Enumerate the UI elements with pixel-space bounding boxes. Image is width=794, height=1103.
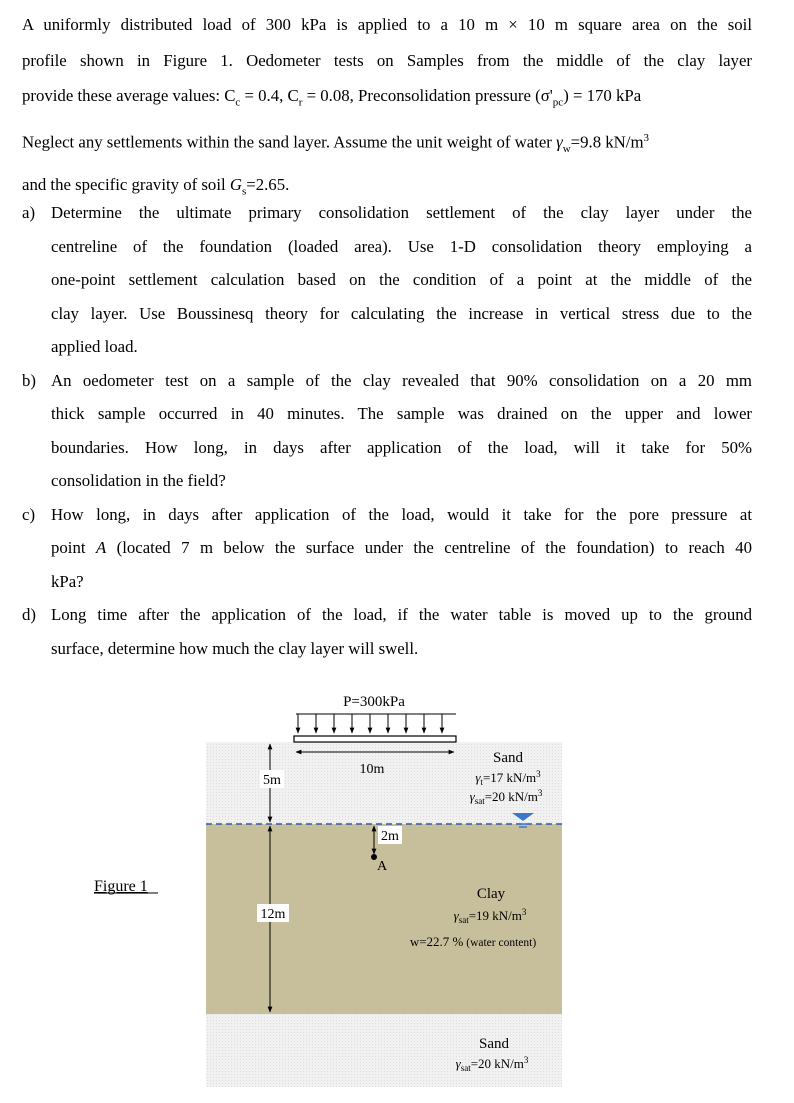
question-a-label: a) bbox=[22, 203, 36, 222]
foundation-footing bbox=[294, 736, 456, 742]
question-d-line: surface, determine how much the clay layer will swell. bbox=[51, 638, 419, 658]
clay-gamma-sat: $\gamma_{sat}=19$ $kN/m^3$ bbox=[453, 907, 527, 925]
question-b-label: b) bbox=[22, 370, 36, 390]
statement-line-3: provide these average values: $C_c = 0.4$, $C_r = 0.08$, Preconsolidation pressure $(\sigma'_{pc}) = 170$ kPa bbox=[22, 86, 642, 109]
clay-title: Clay bbox=[476, 886, 506, 902]
question-c-line: kPa? bbox=[51, 571, 84, 591]
sand-depth-label: 5m bbox=[263, 773, 281, 788]
question-b-line: An oedometer test on a sample of the clay revealed that 90% consolidation on a 20 mm bbox=[51, 370, 752, 390]
question-d-label: d) bbox=[22, 605, 36, 624]
question-b-line: boundaries. How long, in days after application of the load, will it take for 50% bbox=[51, 437, 752, 457]
sand-top-gamma-t: $\gamma_t=17$ $kN/m^3$ bbox=[475, 769, 541, 787]
sand-top-gamma-sat: $\gamma_{sat}=20$ $kN/m^3$ bbox=[469, 788, 543, 806]
question-a-line: Determine the ultimate primary consolidation settlement of the clay layer under the bbox=[51, 203, 752, 222]
point-depth-label: 2m bbox=[381, 829, 399, 844]
question-c-label: c) bbox=[22, 504, 36, 524]
load-label: P=300kPa bbox=[343, 694, 405, 710]
load-arrows bbox=[296, 714, 456, 733]
sand-top-title: Sand bbox=[493, 750, 523, 766]
question-a-line: centreline of the foundation (loaded area). Use 1-D consolidation theory employing a bbox=[51, 236, 752, 256]
point-a-label: A bbox=[376, 859, 388, 874]
sand-bottom-title: Sand bbox=[479, 1036, 509, 1052]
clay-water-content: w=22.7 % (water content) bbox=[409, 934, 537, 949]
clay-depth-label: 12m bbox=[260, 907, 286, 922]
question-b-line: consolidation in the field? bbox=[51, 471, 226, 490]
question-b-line: thick sample occurred in 40 minutes. The sample was drained on the upper and lower bbox=[51, 404, 752, 423]
statement-line-2: profile shown in Figure 1. Oedometer tests on Samples from the middle of the clay layer bbox=[22, 50, 752, 70]
question-c-line: How long, in days after application of the load, would it take for the pore pressure at bbox=[51, 504, 752, 524]
sand-bottom-gamma-sat: $\gamma_{sat}=20$ $kN/m^3$ bbox=[455, 1055, 529, 1073]
question-a-line: one-point settlement calculation based on the condition of a point at the middle of the bbox=[51, 270, 752, 289]
statement-line-1: A uniformly distributed load of 300 kPa is applied to a 10 m × 10 m square area on the soil bbox=[22, 15, 752, 34]
question-c-line: point A (located 7 m below the surface under the centreline of the foundation) to reach 40 bbox=[51, 538, 752, 557]
statement-line-4: Neglect any settlements within the sand layer. Assume the unit weight of water $\gamma_w=9.8$ $kN/m^3$ bbox=[22, 131, 650, 155]
question-d-line: Long time after the application of the load, if the water table is moved up to the ground bbox=[51, 605, 752, 624]
statement-line-5: and the specific gravity of soil $G_s=2.65$. bbox=[22, 175, 290, 198]
width-label: 10m bbox=[359, 762, 385, 777]
question-a-line: clay layer. Use Boussinesq theory for calculating the increase in vertical stress due to the bbox=[51, 303, 752, 323]
question-a-line: applied load. bbox=[51, 337, 138, 356]
figure-caption: Figure 1 bbox=[94, 878, 148, 895]
